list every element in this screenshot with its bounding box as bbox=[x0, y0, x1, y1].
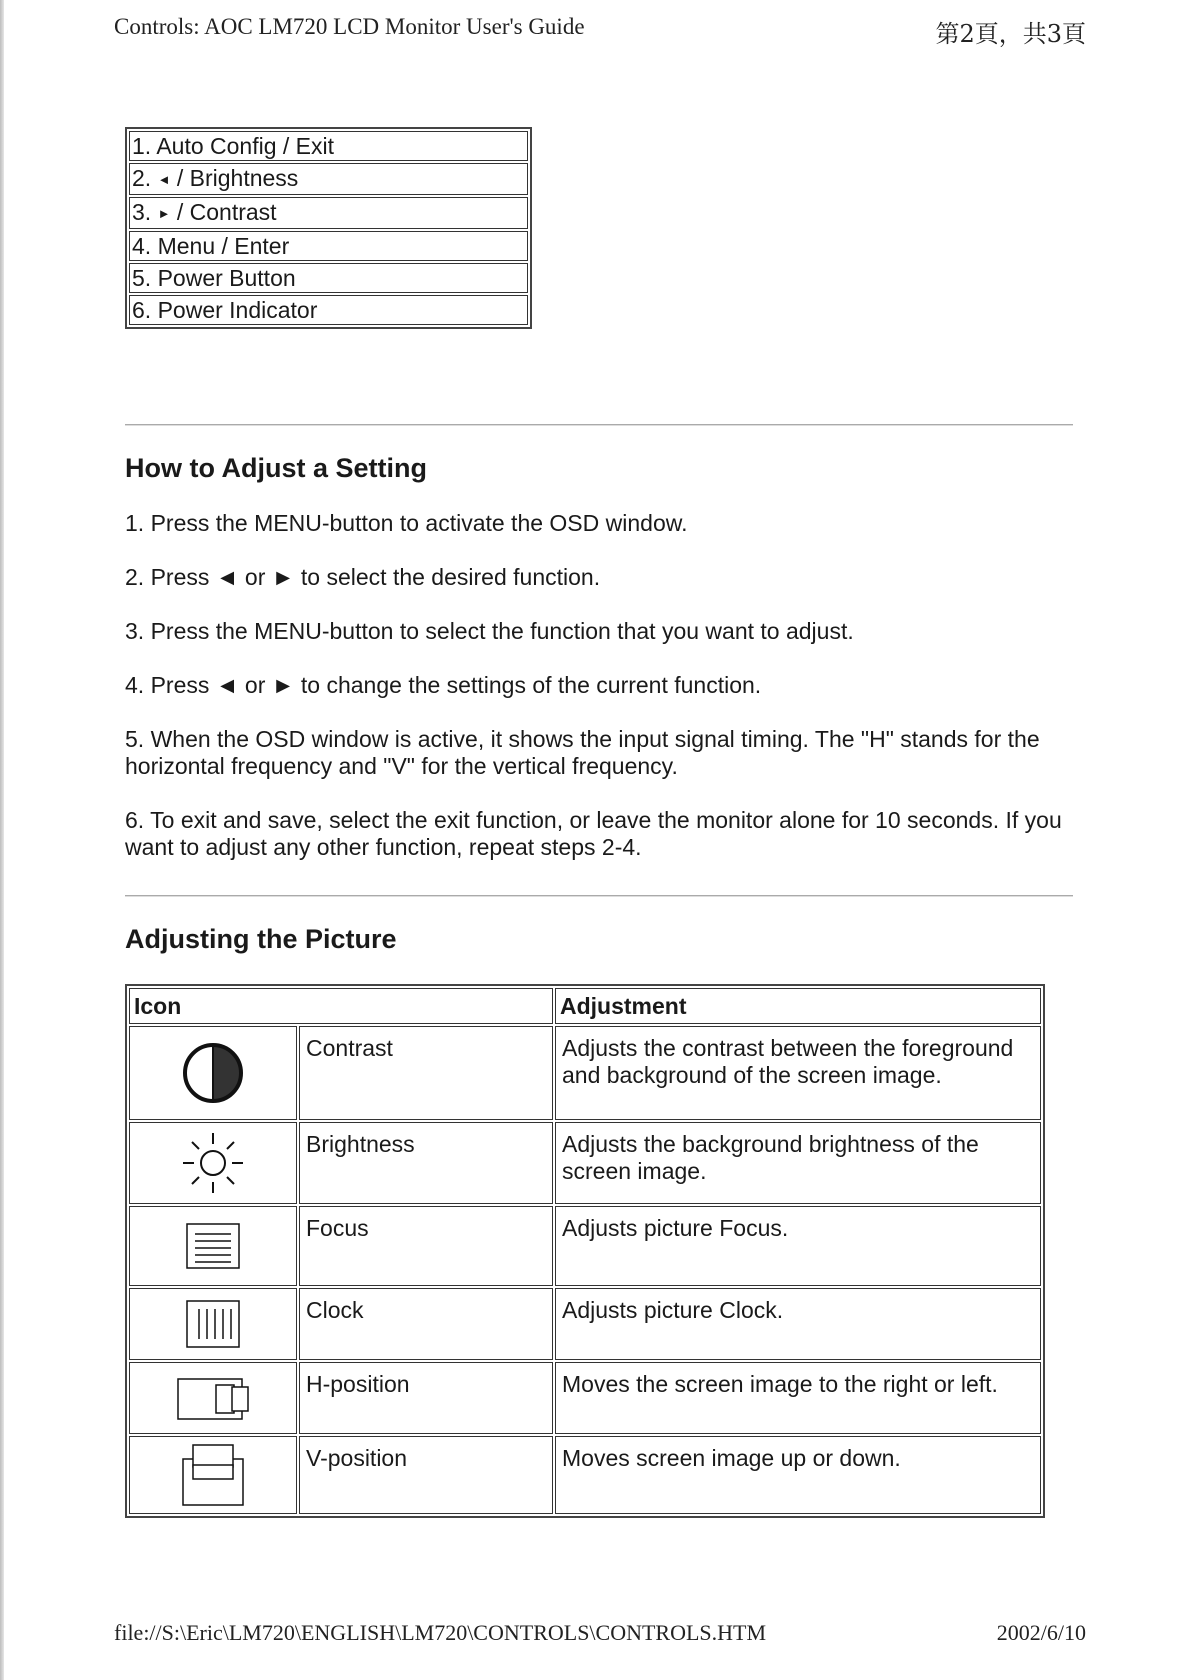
scan-edge bbox=[0, 0, 4, 1680]
table-row bbox=[129, 1122, 1041, 1204]
button-list-row bbox=[129, 131, 528, 161]
divider bbox=[125, 424, 1073, 426]
function-name: H-position bbox=[299, 1362, 553, 1434]
button-list-row bbox=[129, 163, 528, 195]
button-list-row bbox=[129, 295, 528, 325]
button-label: Auto Config / Exit bbox=[156, 133, 335, 159]
print-date: 2002/6/10 bbox=[996, 1620, 1086, 1645]
step-item: 4. Press ◄ or ► to change the settings of the current function. bbox=[125, 672, 762, 698]
how-to-steps bbox=[125, 510, 1075, 888]
v-position-icon bbox=[181, 1443, 245, 1507]
button-list-row bbox=[129, 197, 528, 229]
function-description: Adjusts the background brightness of the screen image. bbox=[555, 1122, 1041, 1204]
function-name: V-position bbox=[299, 1436, 553, 1514]
adjustment-table bbox=[125, 984, 1045, 1518]
table-row bbox=[129, 1288, 1041, 1360]
button-number: 2. bbox=[132, 165, 152, 191]
function-description: Moves screen image up or down. bbox=[555, 1436, 1041, 1514]
divider bbox=[125, 895, 1073, 897]
table-row bbox=[129, 1206, 1041, 1286]
button-label: Power Button bbox=[157, 265, 296, 291]
how-to-heading: How to Adjust a Setting bbox=[125, 453, 427, 483]
function-description: Adjusts the contrast between the foreground and background of the screen image. bbox=[555, 1026, 1041, 1120]
icon-column-header: Icon bbox=[129, 988, 553, 1024]
button-list-row bbox=[129, 231, 528, 261]
file-path: file://S:\Eric\LM720\ENGLISH\LM720\CONTROLS\CONTROLS.HTM bbox=[114, 1620, 767, 1645]
button-list-table bbox=[125, 127, 532, 329]
function-description: Adjusts picture Focus. bbox=[555, 1206, 1041, 1286]
step-item: 6. To exit and save, select the exit function, or leave the monitor alone for 10 seconds. If you want to adjust any other function, repeat steps 2-4. bbox=[125, 807, 1062, 860]
function-description: Adjusts picture Clock. bbox=[555, 1288, 1041, 1360]
page-footer bbox=[114, 1620, 1086, 1646]
button-number: 6. bbox=[132, 297, 152, 323]
adjustment-column-header: Adjustment bbox=[555, 988, 1041, 1024]
function-name: Contrast bbox=[299, 1026, 553, 1120]
button-number: 1. bbox=[132, 133, 152, 159]
h-position-icon bbox=[176, 1375, 250, 1421]
page-header bbox=[114, 14, 1086, 49]
picture-heading: Adjusting the Picture bbox=[125, 924, 397, 954]
page-number: 第2頁，共3頁 bbox=[935, 20, 1086, 48]
function-name: Focus bbox=[299, 1206, 553, 1286]
left-arrow-icon: ◄ bbox=[157, 172, 171, 187]
button-number: 3. bbox=[132, 199, 152, 225]
brightness-icon bbox=[181, 1131, 245, 1195]
step-item: 3. Press the MENU-button to select the function that you want to adjust. bbox=[125, 618, 854, 644]
button-list-row bbox=[129, 263, 528, 293]
focus-icon bbox=[185, 1222, 241, 1270]
function-description: Moves the screen image to the right or left. bbox=[555, 1362, 1041, 1434]
contrast-icon bbox=[182, 1042, 244, 1104]
button-label: / Brightness bbox=[170, 165, 299, 191]
table-row bbox=[129, 1362, 1041, 1434]
function-name: Clock bbox=[299, 1288, 553, 1360]
step-item: 5. When the OSD window is active, it shows the input signal timing. The "H" stands for the horizontal frequency and "V" for the vertical frequency. bbox=[125, 726, 1040, 779]
step-item: 2. Press ◄ or ► to select the desired function. bbox=[125, 564, 601, 590]
right-arrow-icon: ► bbox=[157, 206, 171, 221]
clock-icon bbox=[185, 1299, 241, 1349]
step-item: 1. Press the MENU-button to activate the OSD window. bbox=[125, 510, 688, 536]
button-label: Power Indicator bbox=[157, 297, 318, 323]
table-header-row bbox=[129, 988, 1041, 1024]
button-label: Menu / Enter bbox=[157, 233, 290, 259]
button-label: / Contrast bbox=[170, 199, 277, 225]
table-row bbox=[129, 1436, 1041, 1514]
document-title: Controls: AOC LM720 LCD Monitor User's Guide bbox=[114, 14, 585, 39]
button-number: 4. bbox=[132, 233, 152, 259]
table-row bbox=[129, 1026, 1041, 1120]
button-number: 5. bbox=[132, 265, 152, 291]
function-name: Brightness bbox=[299, 1122, 553, 1204]
